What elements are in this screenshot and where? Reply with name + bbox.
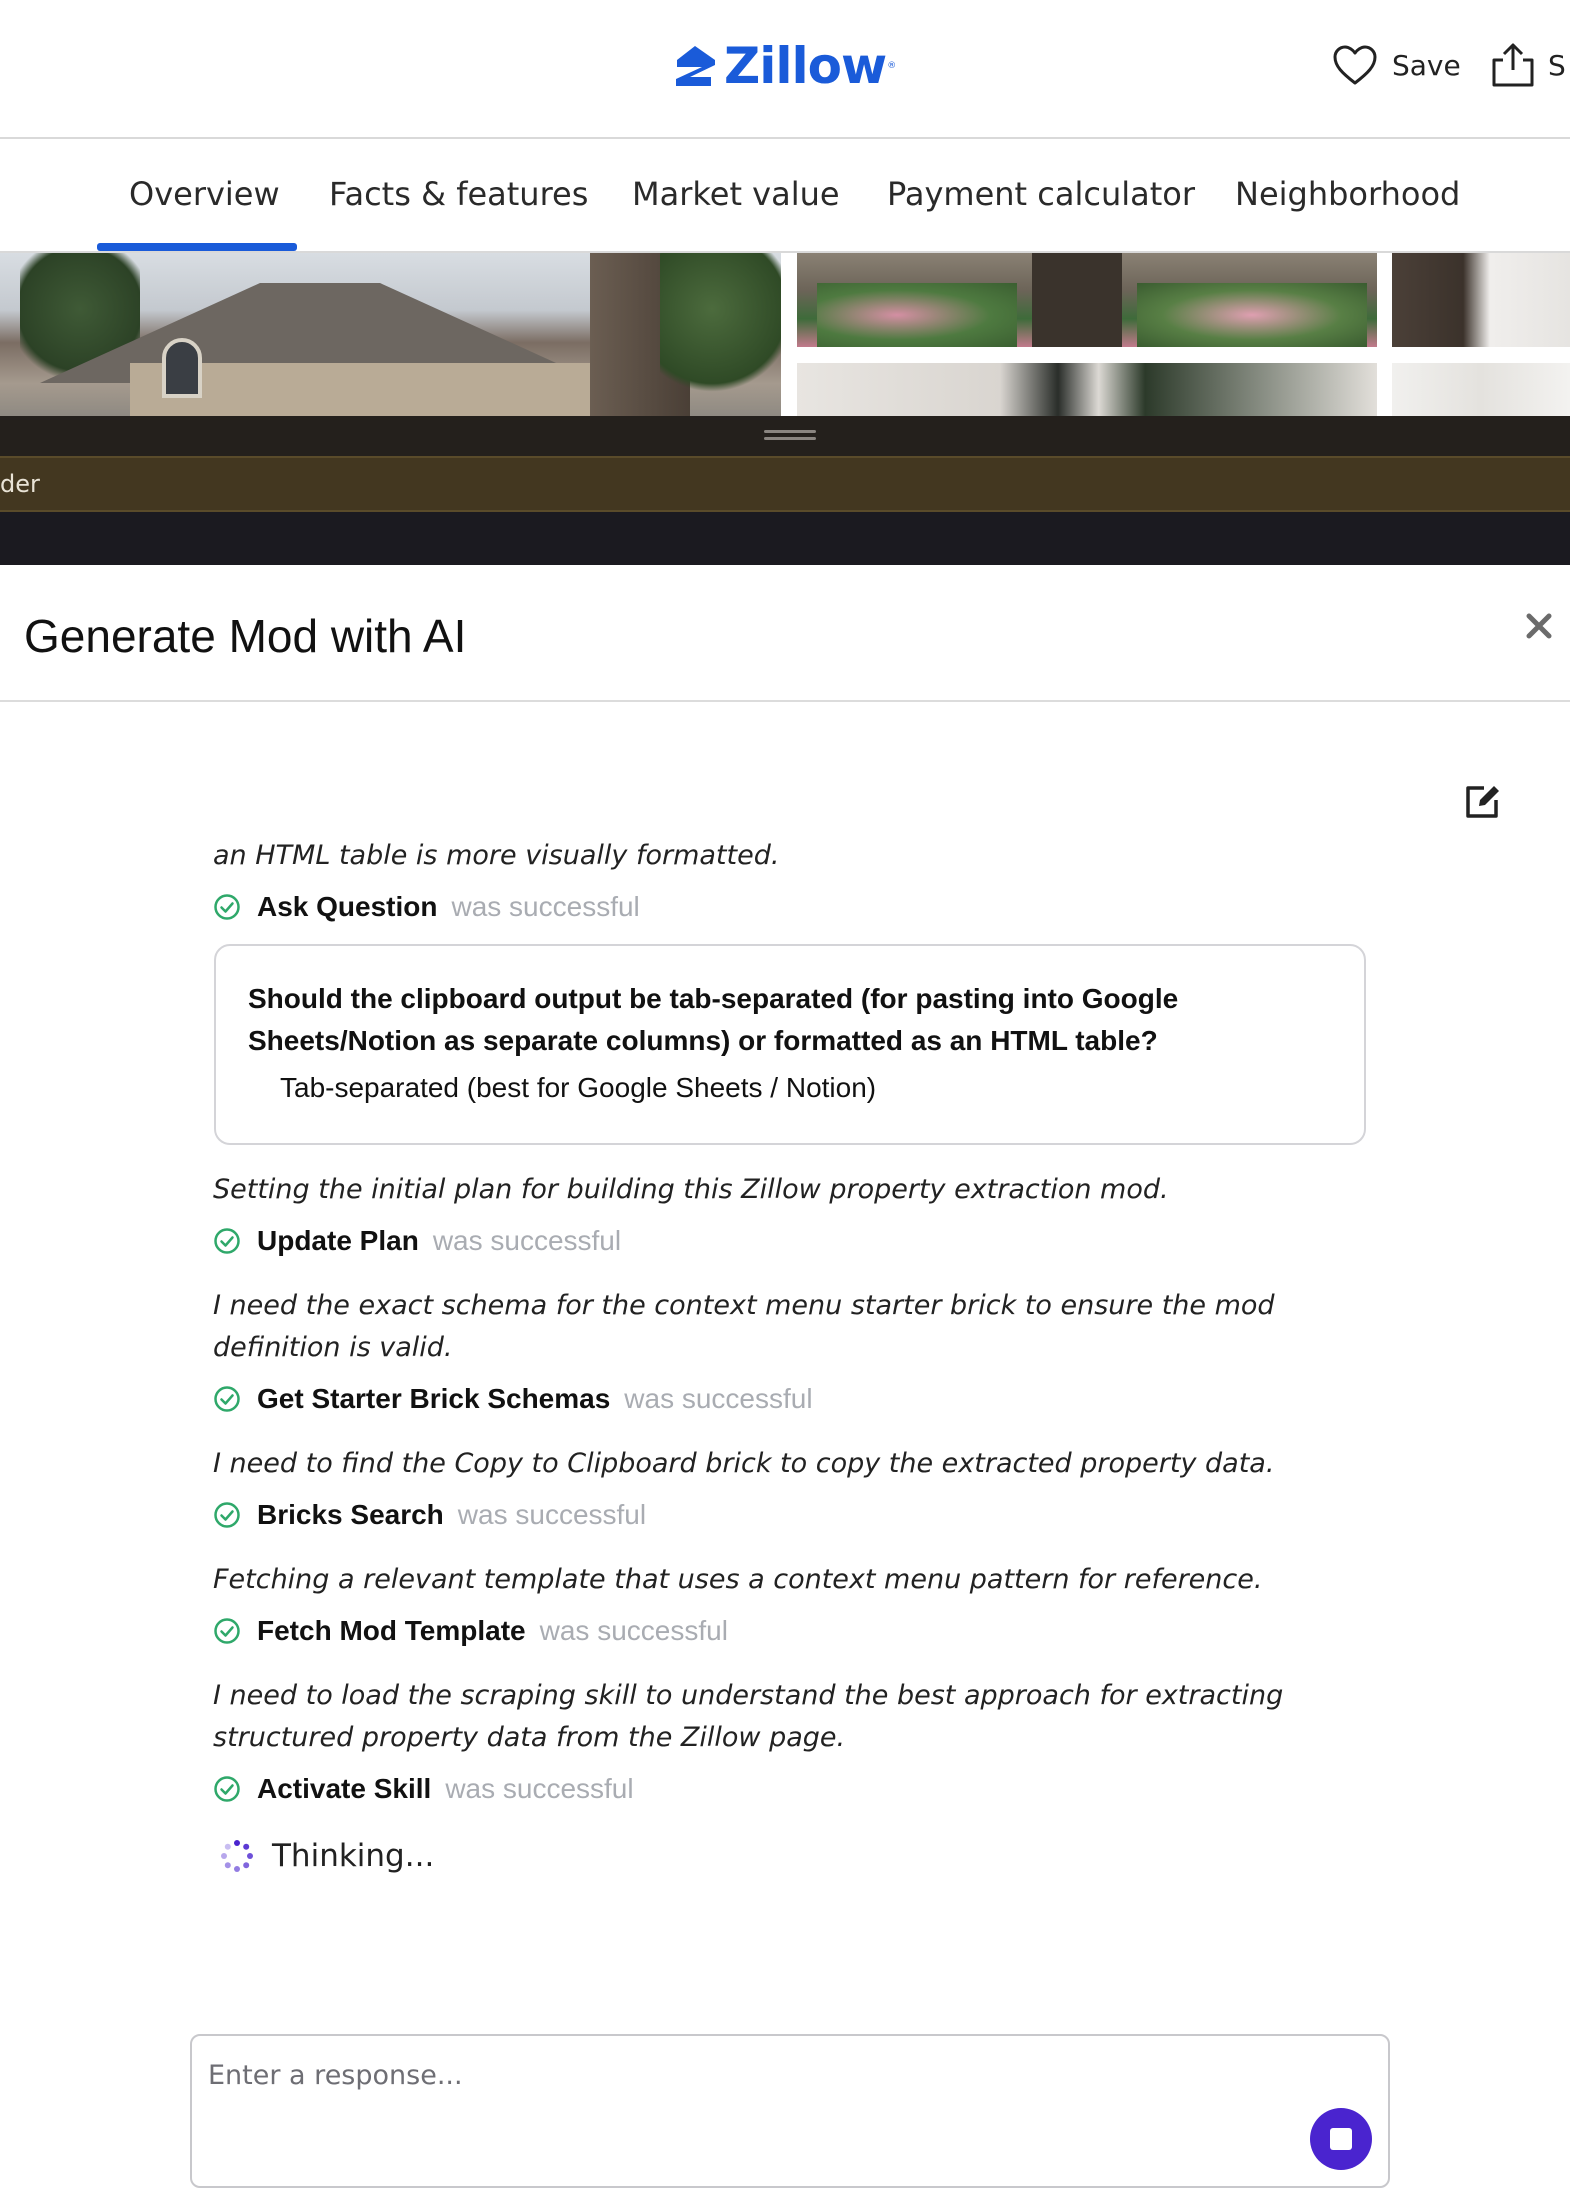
response-input[interactable] (208, 2050, 1288, 2100)
assistant-message: I need to load the scraping skill to understand the best approach for extracting structured property data from the Zillow page. (213, 1680, 1284, 1753)
share-button[interactable] (1490, 42, 1566, 88)
tool-status: was successful (432, 1225, 622, 1256)
tool-name: Ask Question (257, 891, 438, 922)
panel-header (0, 565, 1570, 702)
share-label: S (1548, 48, 1566, 82)
assistant-message: an HTML table is more visually formatted. (213, 840, 780, 871)
check-circle-icon (213, 893, 241, 921)
thinking-indicator (220, 1838, 434, 1874)
tab-payment-calculator[interactable]: Payment calculator (887, 175, 1196, 213)
tool-result-activate-skill (213, 1771, 634, 1807)
tool-status: was successful (451, 891, 640, 922)
edit-icon[interactable] (1462, 782, 1502, 822)
stop-button[interactable] (1310, 2108, 1372, 2170)
panel-resize-handle[interactable] (0, 416, 1570, 456)
photo-main-house-exterior[interactable] (0, 253, 781, 416)
response-input-box (190, 2034, 1390, 2188)
tool-result-get-starter-brick-schemas (213, 1381, 813, 1417)
question-text: Should the clipboard output be tab-separated (for pasting into Google Sheets/Notion as separate columns) or formatted as an HTML table? (248, 983, 1179, 1056)
tool-result-fetch-mod-template (213, 1613, 728, 1649)
tool-name: Fetch Mod Template (257, 1615, 526, 1646)
check-circle-icon (213, 1385, 241, 1413)
close-icon[interactable] (1524, 611, 1554, 641)
drag-handle-icon (764, 430, 816, 442)
check-circle-icon (213, 1617, 241, 1645)
assistant-message: Fetching a relevant template that uses a context menu pattern for reference. (213, 1564, 1263, 1595)
photo-front-entrance[interactable] (797, 253, 1377, 347)
registered-mark: ® (887, 61, 897, 71)
save-button[interactable] (1332, 44, 1461, 86)
photo-interior-room[interactable] (1392, 363, 1570, 416)
photo-gallery (0, 253, 1570, 416)
tool-name: Update Plan (257, 1225, 419, 1256)
underlying-strip (0, 456, 1570, 512)
tool-name: Get Starter Brick Schemas (257, 1383, 611, 1414)
tool-name: Activate Skill (257, 1773, 432, 1804)
tool-status: was successful (624, 1383, 813, 1414)
tool-status: was successful (539, 1615, 728, 1646)
question-card (214, 944, 1366, 1145)
underlying-dark-bar (0, 512, 1570, 565)
zillow-logo-text: Zillow (724, 37, 887, 95)
photo-interior-cabinet[interactable] (1392, 253, 1570, 347)
check-circle-icon (213, 1501, 241, 1529)
panel-title: Generate Mod with AI (24, 610, 467, 662)
heart-icon (1332, 44, 1378, 86)
tool-status: was successful (457, 1499, 647, 1530)
assistant-message: Setting the initial plan for building this Zillow property extraction mod. (213, 1174, 1169, 1205)
tab-overview[interactable]: Overview (129, 175, 280, 213)
strip-text: der (0, 470, 40, 498)
tool-name: Bricks Search (257, 1499, 444, 1530)
share-icon (1490, 42, 1536, 88)
question-answer: Tab-separated (best for Google Sheets / Notion) (280, 1072, 877, 1103)
assistant-message: I need to find the Copy to Clipboard brick to copy the extracted property data. (213, 1448, 1275, 1479)
stop-icon (1330, 2128, 1352, 2150)
active-tab-indicator (97, 243, 297, 251)
zillow-header (0, 0, 1570, 139)
tool-status: was successful (445, 1773, 634, 1804)
tool-result-update-plan (213, 1223, 621, 1259)
tab-neighborhood[interactable]: Neighborhood (1235, 175, 1461, 213)
listing-tabs (0, 139, 1570, 253)
check-circle-icon (213, 1227, 241, 1255)
thinking-label: Thinking... (272, 1838, 435, 1874)
photo-interior-marble[interactable] (797, 363, 1377, 416)
tab-market-value[interactable]: Market value (632, 175, 840, 213)
tab-facts-features[interactable]: Facts & features (329, 175, 589, 213)
check-circle-icon (213, 1775, 241, 1803)
zillow-logo[interactable] (672, 38, 896, 94)
assistant-message: I need the exact schema for the context menu starter brick to ensure the mod definition is valid. (213, 1290, 1275, 1363)
zillow-logo-icon (672, 43, 718, 89)
save-label: Save (1392, 48, 1461, 82)
spinner-icon (220, 1839, 254, 1873)
tool-result-ask-question (213, 889, 640, 925)
tool-result-bricks-search (213, 1497, 646, 1533)
